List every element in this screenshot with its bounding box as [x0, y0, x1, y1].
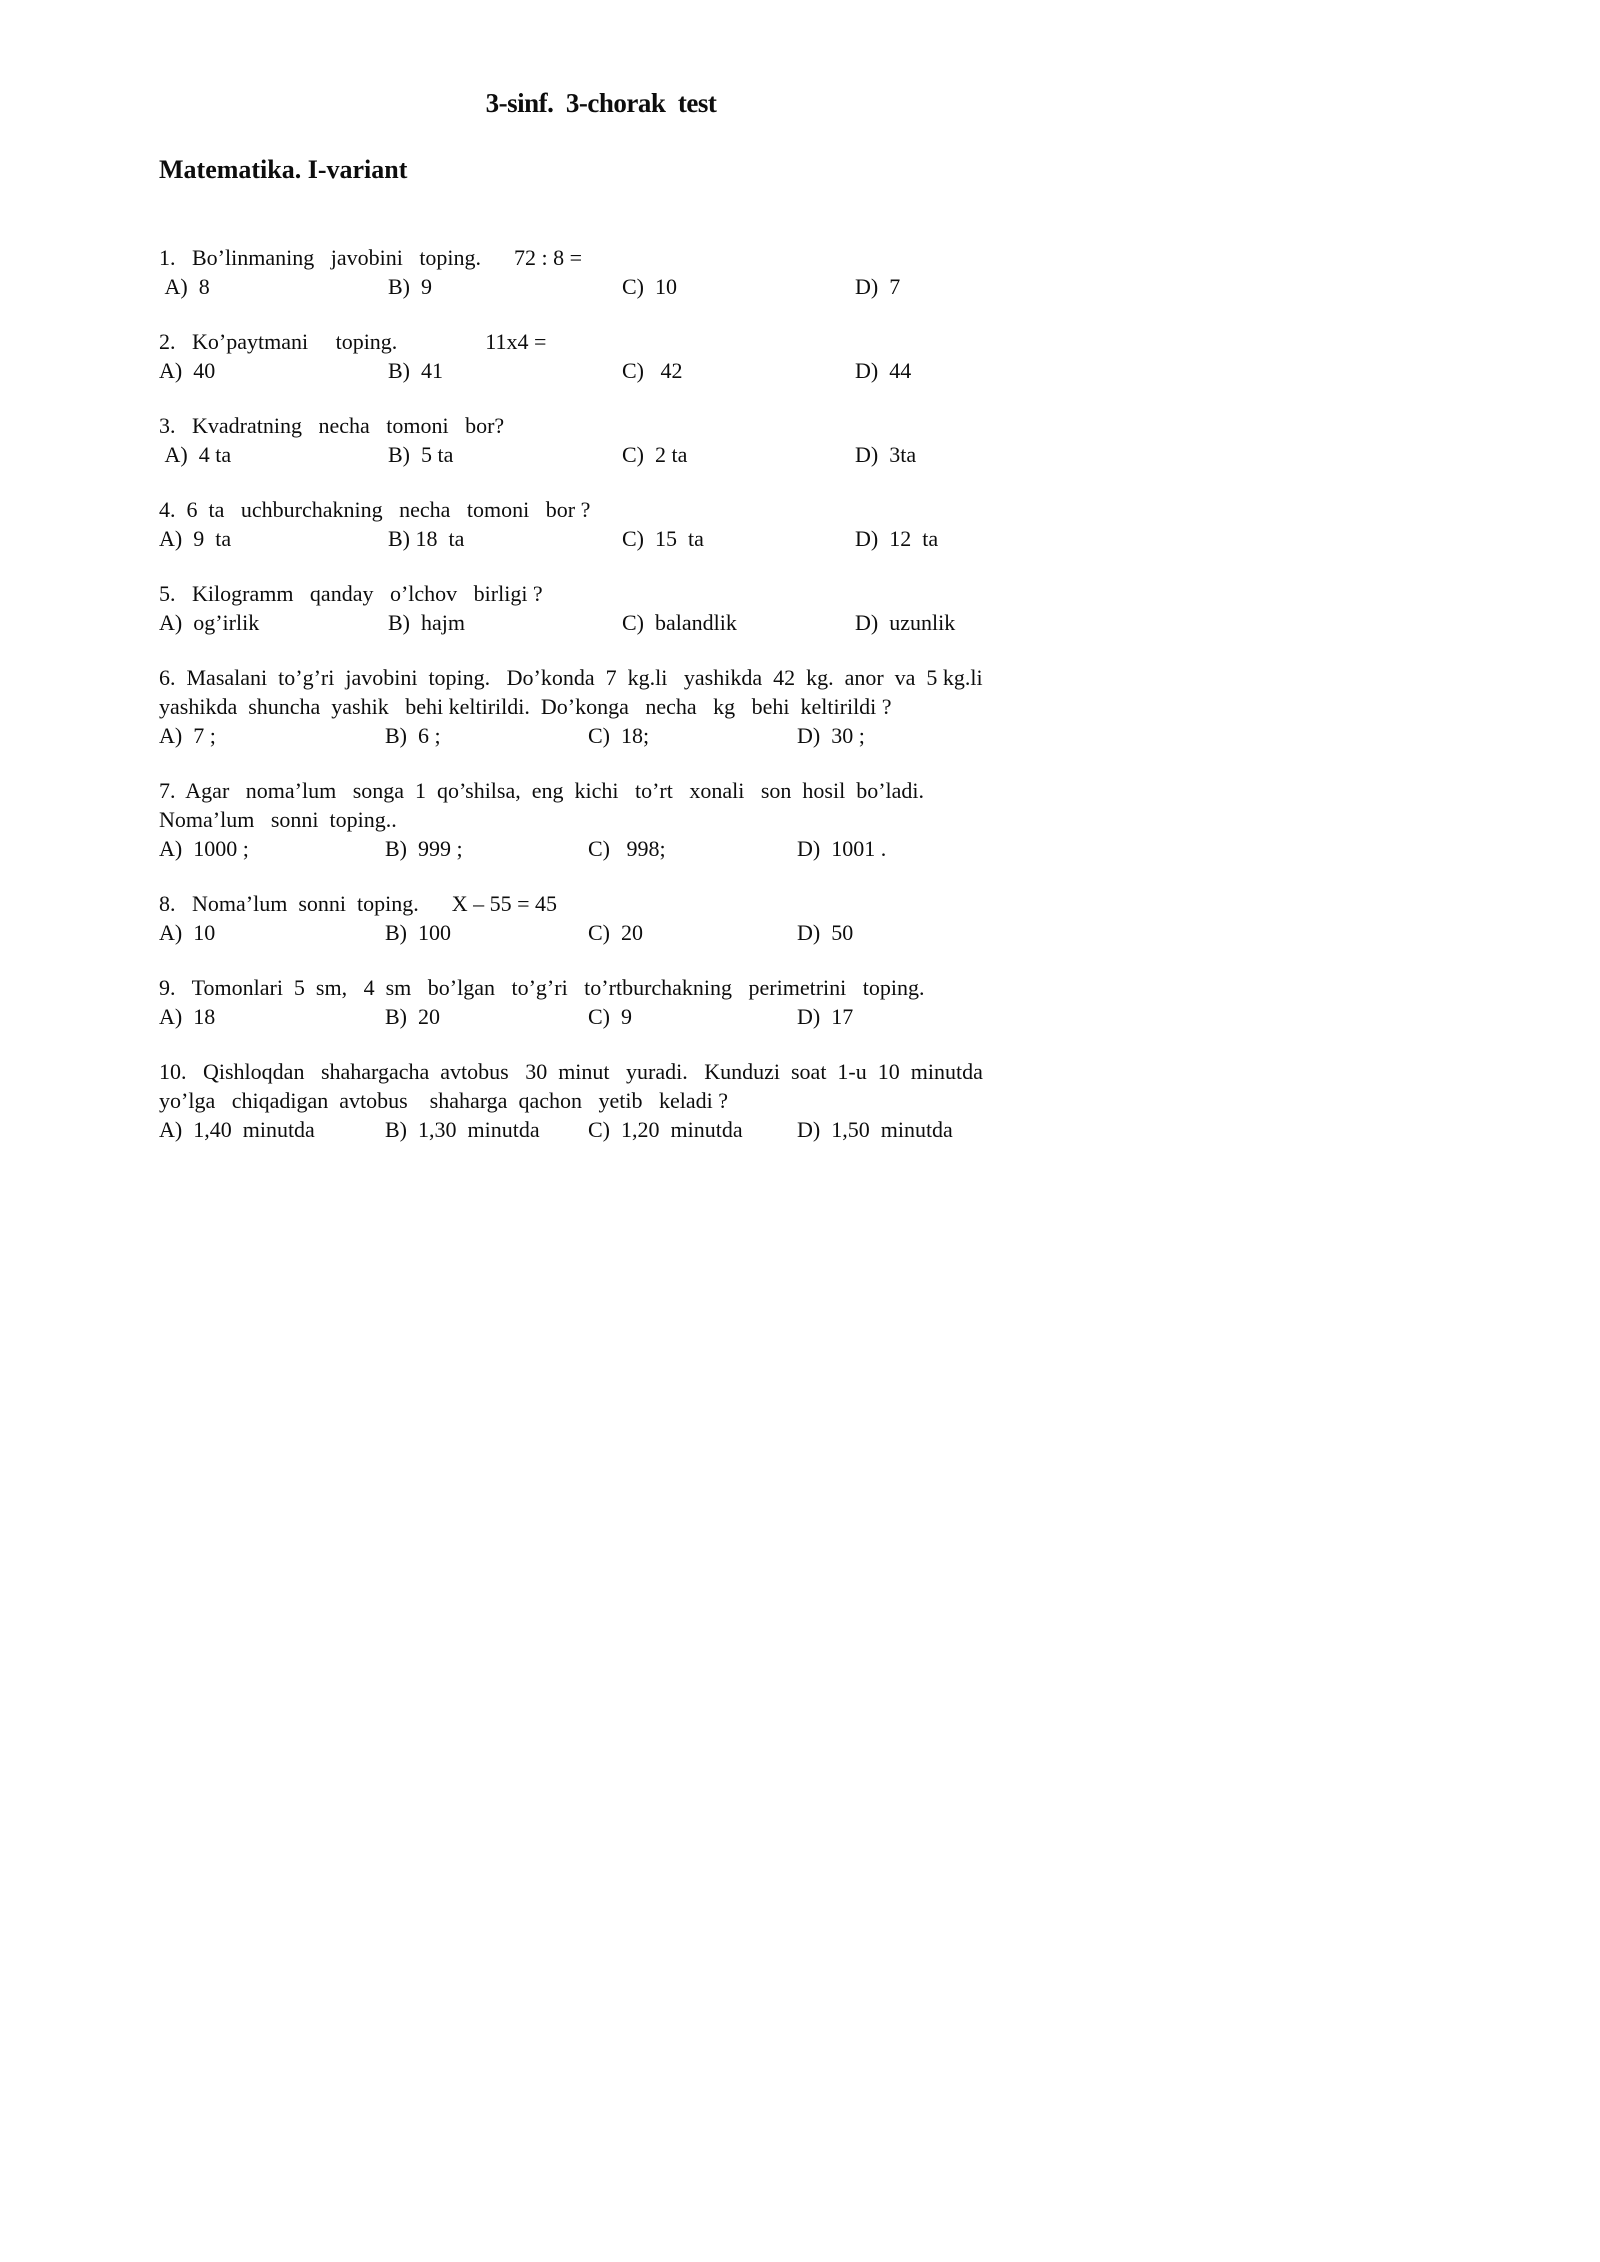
option-a: A) 10 — [159, 920, 216, 945]
option-a: A) 40 — [159, 358, 216, 383]
option-b: B) hajm — [388, 610, 465, 635]
question-10-text-line-1: 10. Qishloqdan shahargacha avtobus 30 minut yuradi. Kunduzi soat 1-u 10 minutda — [159, 1059, 983, 1084]
option-b: B) 6 ; — [385, 723, 441, 748]
question-1 — [159, 243, 1043, 301]
option-a: A) og’irlik — [159, 610, 260, 635]
option-b: B) 5 ta — [388, 442, 454, 467]
question-6-text-line-2: yashikda shuncha yashik behi keltirildi. Do’konga necha kg behi keltirildi ? — [159, 694, 892, 719]
option-b: B) 999 ; — [385, 836, 463, 861]
question-8-options — [159, 918, 1043, 947]
question-9-options — [159, 1002, 1043, 1031]
question-2-options — [159, 356, 1043, 385]
question-7-options — [159, 834, 1043, 863]
option-d: D) 1001 . — [797, 836, 887, 861]
variant-heading: Matematika. I-variant — [159, 155, 408, 184]
question-3-options — [159, 440, 1043, 469]
option-b: B) 9 — [388, 274, 432, 299]
question-5-text: 5. Kilogramm qanday o’lchov birligi ? — [159, 581, 543, 606]
option-d: D) 50 — [797, 920, 854, 945]
option-c: C) 2 ta — [622, 442, 688, 467]
question-10-text-line-2: yo’lga chiqadigan avtobus shaharga qachon yetib keladi ? — [159, 1088, 728, 1113]
question-7-text-line-1: 7. Agar noma’lum songa 1 qo’shilsa, eng kichi to’rt xonali son hosil bo’ladi. — [159, 778, 925, 803]
option-d: D) 44 — [855, 358, 912, 383]
question-4-options — [159, 524, 1043, 553]
option-d: D) 3ta — [855, 442, 917, 467]
option-d: D) 7 — [855, 274, 901, 299]
option-d: D) 17 — [797, 1004, 854, 1029]
question-1-options — [159, 272, 1043, 301]
question-5 — [159, 579, 1043, 637]
question-7 — [159, 776, 1043, 863]
question-6 — [159, 663, 1043, 750]
option-d: D) uzunlik — [855, 610, 956, 635]
question-5-options — [159, 608, 1043, 637]
question-6-text-line-1: 6. Masalani to’g’ri javobini toping. Do’konda 7 kg.li yashikda 42 kg. anor va 5 kg.li — [159, 665, 983, 690]
option-b: B) 1,30 minutda — [385, 1117, 540, 1142]
option-c: C) 42 — [622, 358, 683, 383]
option-d: D) 12 ta — [855, 526, 939, 551]
option-c: C) 998; — [588, 836, 666, 861]
question-4 — [159, 495, 1043, 553]
question-7-text-line-2: Noma’lum sonni toping.. — [159, 807, 397, 832]
option-a: A) 7 ; — [159, 723, 216, 748]
option-c: C) 9 — [588, 1004, 632, 1029]
question-1-text: 1. Bo’linmaning javobini toping. 72 : 8 = — [159, 245, 583, 270]
option-c: C) 10 — [622, 274, 677, 299]
option-c: C) 1,20 minutda — [588, 1117, 743, 1142]
question-4-text: 4. 6 ta uchburchakning necha tomoni bor ? — [159, 497, 591, 522]
question-9-text: 9. Tomonlari 5 sm, 4 sm bo’lgan to’g’ri to’rtburchakning perimetrini toping. — [159, 975, 925, 1000]
option-b: B) 20 — [385, 1004, 440, 1029]
document-page — [159, 0, 1043, 1170]
option-d: D) 30 ; — [797, 723, 865, 748]
option-a: A) 9 ta — [159, 526, 232, 551]
option-a: A) 4 ta — [159, 442, 232, 467]
option-a: A) 1,40 minutda — [159, 1117, 315, 1142]
question-10 — [159, 1057, 1043, 1144]
option-a: A) 8 — [159, 274, 210, 299]
option-c: C) 18; — [588, 723, 650, 748]
option-c: C) balandlik — [622, 610, 737, 635]
question-2 — [159, 327, 1043, 385]
page-title: 3-sinf. 3-chorak test — [485, 88, 717, 118]
question-list — [159, 243, 1043, 1144]
question-8-text: 8. Noma’lum sonni toping. X – 55 = 45 — [159, 891, 558, 916]
question-6-options — [159, 721, 1043, 750]
option-c: C) 20 — [588, 920, 643, 945]
option-c: C) 15 ta — [622, 526, 704, 551]
option-d: D) 1,50 minutda — [797, 1117, 953, 1142]
question-3 — [159, 411, 1043, 469]
question-3-text: 3. Kvadratning necha tomoni bor? — [159, 413, 505, 438]
option-a: A) 18 — [159, 1004, 216, 1029]
question-9 — [159, 973, 1043, 1031]
question-8 — [159, 889, 1043, 947]
option-b: B) 41 — [388, 358, 443, 383]
option-a: A) 1000 ; — [159, 836, 249, 861]
option-b: B) 18 ta — [388, 526, 465, 551]
question-10-options — [159, 1115, 1043, 1144]
question-2-text: 2. Ko’paytmani toping. 11x4 = — [159, 329, 547, 354]
option-b: B) 100 — [385, 920, 451, 945]
